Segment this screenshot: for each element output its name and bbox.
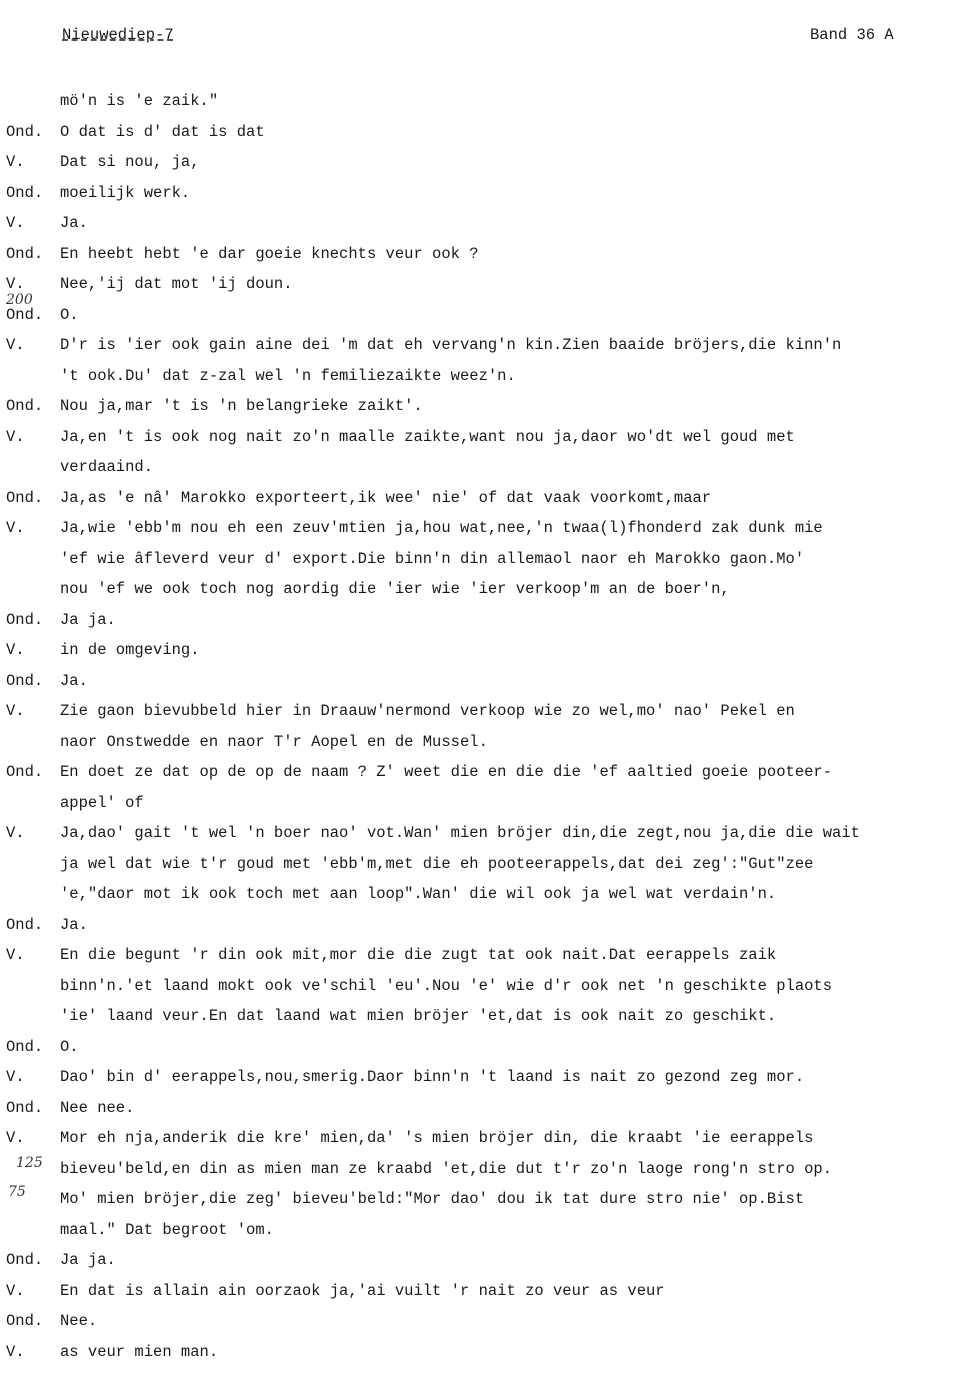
transcript-line <box>0 910 979 941</box>
utterance-text: En heebt hebt 'e dar goeie knechts veur ook ? <box>60 244 479 263</box>
utterance-text: 'ef wie âfleverd veur d' export.Die binn'n din allemaol naor eh Marokko gaon.Mo' <box>60 549 805 568</box>
margin-note-125: 125 <box>16 1155 43 1171</box>
transcript-line <box>0 1306 979 1337</box>
speaker-label: V. <box>6 336 25 354</box>
speaker-label: Ond. <box>6 183 44 202</box>
utterance-text: mö'n is 'e zaik." <box>60 92 219 110</box>
transcript-line <box>0 1154 979 1185</box>
speaker-label: Ond. <box>6 671 44 690</box>
speaker-label: Ond. <box>6 1312 44 1330</box>
margin-note-200: 200 <box>6 292 33 308</box>
transcript-line <box>0 879 979 910</box>
utterance-text: maal." Dat begroot 'om. <box>60 1220 274 1239</box>
utterance-text: Ja ja. <box>60 610 116 629</box>
transcript-line <box>0 239 979 270</box>
speaker-label: V. <box>6 153 25 171</box>
utterance-text: Nee. <box>60 1312 98 1330</box>
utterance-text: En dat is allain ain oorzaok ja,'ai vuilt 'r nait zo veur as veur <box>60 1281 665 1300</box>
transcript-line <box>0 1337 979 1368</box>
speaker-label: V. <box>6 1281 25 1300</box>
transcript-line <box>0 1062 979 1093</box>
speaker-label <box>0 574 60 605</box>
transcript-line <box>0 635 979 666</box>
transcript-line <box>0 300 979 331</box>
speaker-label: V. <box>6 1129 25 1147</box>
header-location: Nieuwediep-7 <box>62 26 174 44</box>
transcript-line <box>0 178 979 209</box>
transcript-line <box>0 1276 979 1307</box>
transcript-line <box>0 727 979 758</box>
utterance-text: Ja. <box>60 671 88 690</box>
utterance-text: ja wel dat wie t'r goud met 'ebb'm,met die eh pooteerappels,dat dei zeg':"Gut"zee <box>60 854 814 873</box>
speaker-label: V. <box>6 1068 25 1086</box>
transcript-line <box>0 1123 979 1154</box>
transcript-line <box>0 1245 979 1276</box>
utterance-text: nou 'ef we ook toch nog aordig die 'ier wie 'ier verkoop'm an de boer'n, <box>60 580 730 598</box>
speaker-label: V. <box>6 1342 25 1361</box>
speaker-label <box>0 788 60 819</box>
transcript-line <box>0 1215 979 1246</box>
speaker-label: Ond. <box>6 488 44 507</box>
speaker-label: V. <box>6 214 25 232</box>
speaker-label: Ond. <box>6 915 44 934</box>
utterance-text: En doet ze dat op de op de naam ? Z' weet die en die die 'ef aaltied goeie pooteer- <box>60 763 833 781</box>
transcript-line <box>0 452 979 483</box>
speaker-label: V. <box>6 824 25 842</box>
transcript-line <box>0 1032 979 1063</box>
utterance-text: Nee,'ij dat mot 'ij doun. <box>60 275 293 293</box>
utterance-text: O dat is d' dat is dat <box>60 122 265 141</box>
speaker-label <box>0 544 60 575</box>
utterance-text: Ja,wie 'ebb'm nou eh een zeuv'mtien ja,hou wat,nee,'n twaa(l)fhonderd zak dunk mie <box>60 519 823 537</box>
utterance-text: D'r is 'ier ook gain aine dei 'm dat eh vervang'n kin.Zien baaide bröjers,die kinn'n <box>60 336 842 354</box>
speaker-label <box>0 1184 60 1215</box>
transcript-line <box>0 544 979 575</box>
speaker-label <box>0 86 60 117</box>
transcript-line <box>0 86 979 117</box>
speaker-label: V. <box>6 275 25 293</box>
transcript-line <box>0 513 979 544</box>
transcript-line <box>0 269 979 300</box>
transcript-line <box>0 1001 979 1032</box>
utterance-text: En die begunt 'r din ook mit,mor die die zugt tat ook nait.Dat eerappels zaik <box>60 946 777 964</box>
utterance-text: in de omgeving. <box>60 641 200 659</box>
utterance-text: Ja. <box>60 214 88 232</box>
speaker-label <box>0 1215 60 1246</box>
utterance-text: Ja,en 't is ook nog nait zo'n maalle zaikte,want nou ja,daor wo'dt wel goud met <box>60 427 795 446</box>
utterance-text: Nee nee. <box>60 1098 135 1117</box>
utterance-text: 'ie' laand veur.En dat laand wat mien bröjer 'et,dat is ook nait zo geschikt. <box>60 1007 777 1025</box>
transcript-line <box>0 574 979 605</box>
transcript-line <box>0 605 979 636</box>
speaker-label <box>0 1001 60 1032</box>
utterance-text: naor Onstwedde en naor T'r Aopel en de Mussel. <box>60 732 488 751</box>
transcript-line <box>0 696 979 727</box>
speaker-label: V. <box>6 519 25 537</box>
utterance-text: moeilijk werk. <box>60 183 191 202</box>
utterance-text: Nou ja,mar 't is 'n belangrieke zaikt'. <box>60 397 423 415</box>
speaker-label: Ond. <box>6 1251 44 1269</box>
utterance-text: O. <box>60 305 79 324</box>
transcript-line <box>0 940 979 971</box>
utterance-text: as veur mien man. <box>60 1342 219 1361</box>
utterance-text: Ja. <box>60 915 88 934</box>
utterance-text: Ja,dao' gait 't wel 'n boer nao' vot.Wan' mien bröjer din,die zegt,nou ja,die die wait <box>60 824 860 842</box>
transcript-line <box>0 147 979 178</box>
speaker-label: V. <box>6 641 25 659</box>
transcript-line <box>0 818 979 849</box>
utterance-text: verdaaind. <box>60 458 154 476</box>
utterance-text: 'e,"daor mot ik ook toch met aan loop".Wan' die wil ook ja wel wat verdain'n. <box>60 885 777 903</box>
utterance-text: Dat si nou, ja, <box>60 153 200 171</box>
speaker-label <box>0 849 60 880</box>
speaker-label: Ond. <box>6 122 44 141</box>
transcript-line <box>0 361 979 392</box>
transcript-line <box>0 330 979 361</box>
utterance-text: 't ook.Du' dat z-zal wel 'n femiliezaikte weez'n. <box>60 366 516 385</box>
transcript-line <box>0 757 979 788</box>
speaker-label: Ond. <box>6 397 44 415</box>
speaker-label: V. <box>6 427 25 446</box>
speaker-label <box>0 727 60 758</box>
speaker-label <box>0 971 60 1002</box>
speaker-label: V. <box>6 702 25 720</box>
utterance-text: Mo' mien bröjer,die zeg' bieveu'beld:"Mor dao' dou ik tat dure stro nie' op.Bist <box>60 1190 805 1208</box>
transcript-line <box>0 117 979 148</box>
transcript-line <box>0 391 979 422</box>
speaker-label: Ond. <box>6 1037 44 1056</box>
speaker-label <box>0 1154 60 1185</box>
utterance-text: Mor eh nja,anderik die kre' mien,da' 's mien bröjer din, die kraabt 'ie eerappels <box>60 1129 814 1147</box>
speaker-label <box>0 879 60 910</box>
speaker-label: Ond. <box>6 1098 44 1117</box>
utterance-text: O. <box>60 1037 79 1056</box>
transcript-line <box>0 849 979 880</box>
transcript-line <box>0 483 979 514</box>
speaker-label: Ond. <box>6 610 44 629</box>
transcript-line <box>0 1184 979 1215</box>
transcript-line <box>0 208 979 239</box>
transcript-body <box>0 86 979 1367</box>
header-band: Band 36 A <box>810 26 894 44</box>
transcript-line <box>0 422 979 453</box>
utterance-text: Ja ja. <box>60 1251 116 1269</box>
speaker-label: Ond. <box>6 244 44 263</box>
transcript-line <box>0 971 979 1002</box>
utterance-text: appel' of <box>60 793 144 812</box>
utterance-text: Dao' bin d' eerappels,nou,smerig.Daor binn'n 't laand is nait zo gezond zeg mor. <box>60 1068 805 1086</box>
utterance-text: bieveu'beld,en din as mien man ze kraabd 'et,die dut t'r zo'n laoge rong'n stro op. <box>60 1159 833 1178</box>
speaker-label: Ond. <box>6 763 44 781</box>
speaker-label: Ond. <box>6 305 44 324</box>
utterance-text: Ja,as 'e nâ' Marokko exporteert,ik wee' nie' of dat vaak voorkomt,maar <box>60 488 712 507</box>
speaker-label <box>0 452 60 483</box>
transcript-line <box>0 666 979 697</box>
speaker-label <box>0 361 60 392</box>
transcript-line <box>0 1093 979 1124</box>
transcript-line <box>0 788 979 819</box>
utterance-text: binn'n.'et laand mokt ook ve'schil 'eu'.Nou 'e' wie d'r ook net 'n geschikte plaots <box>60 976 833 995</box>
utterance-text: Zie gaon bievubbeld hier in Draauw'nermond verkoop wie zo wel,mo' nao' Pekel en <box>60 702 795 720</box>
speaker-label: V. <box>6 946 25 964</box>
margin-note-75: 75 <box>8 1184 26 1200</box>
